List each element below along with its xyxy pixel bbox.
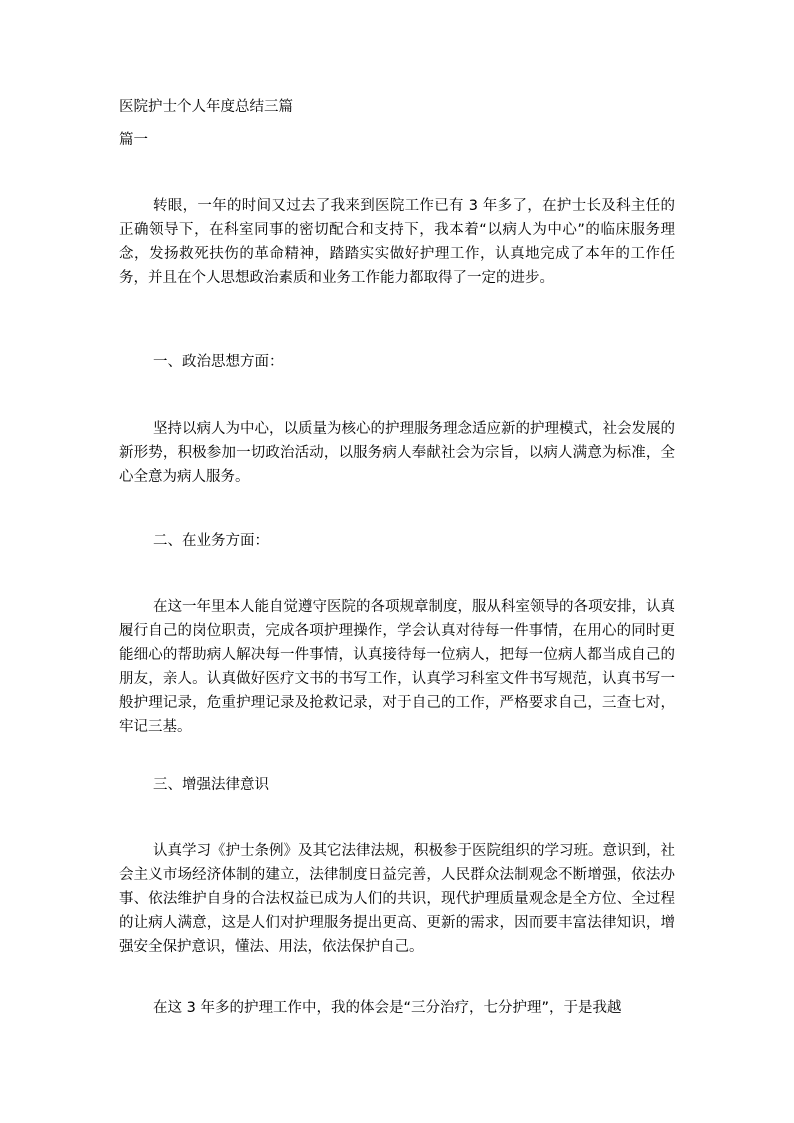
politics-paragraph: 坚持以病人为中心，以质量为核心的护理服务理念适应新的护理模式，社会发展的新形势，积极参加一切政治活动，以服务病人奉献社会为宗旨，以病人满意为标准，全心全意为病人服务。 <box>119 421 675 485</box>
part-label: 篇一 <box>119 132 148 148</box>
law-paragraph: 认真学习《护士条例》及其它法律法规，积极参于医院组织的学习班。意识到，社会主义市场经济体制的建立，法律制度日益完善，人民群众法制观念不断增强，依法办事、依法维护自身的合法权益已成为人们的共识，现代护理质量观念是全方位、全过程的让病人满意，这是人们对护理服务提出更高、更新的需求，因而要丰富法律知识，增强安全保护意识，懂法、用法，依法保护自己。 <box>119 843 675 955</box>
section-heading-business: 二、在业务方面： <box>153 533 269 549</box>
section-heading-politics: 一、政治思想方面： <box>153 354 284 370</box>
intro-paragraph: 转眼，一年的时间又过去了我来到医院工作已有 3 年多了，在护士长及科主任的正确领导下，在科室同事的密切配合和支持下，我本着“以病人为中心”的临床服务理念，发扬救死扶伤的革命精神，踏踏实实做好护理工作，认真地完成了本年的工作任务，并且在个人思想政治素质和业务工作能力都取得了一定的进步。 <box>119 198 675 286</box>
business-paragraph: 在这一年里本人能自觉遵守医院的各项规章制度，服从科室领导的各项安排，认真履行自己的岗位职责，完成各项护理操作，学会认真对待每一件事情，在用心的同时更能细心的帮助病人解决每一件事情，认真接待每一位病人，把每一位病人都当成自己的朋友，亲人。认真做好医疗文书的书写工作，认真学习科室文件书写规范，认真书写一般护理记录，危重护理记录及抢救记录，对于自己的工作，严格要求自己，三查七对，牢记三基。 <box>119 599 675 735</box>
document-title: 医院护士个人年度总结三篇 <box>119 99 293 115</box>
section-heading-law: 三、增强法律意识 <box>153 777 269 793</box>
closing-paragraph: 在这 3 年多的护理工作中，我的体会是“三分治疗，七分护理”，于是我越 <box>153 1000 622 1016</box>
